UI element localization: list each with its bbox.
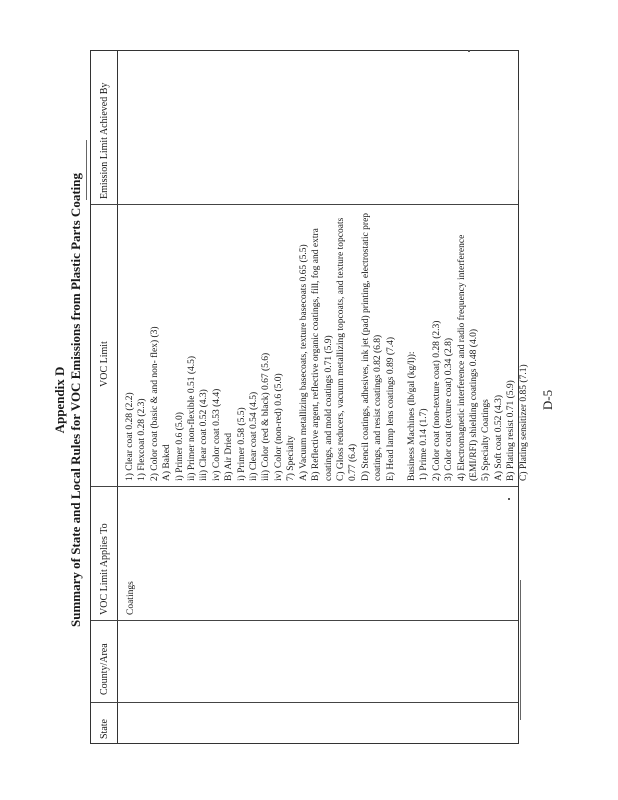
summary-table [90,50,529,744]
voc-limit-line: 4) Electromagnetic interference and radio frequency interference (EMI/RFI) shielding coatings 0.48 (4.0) [456,234,479,481]
voc-limit-line: A) Vacuum metallizing basecoats, texture basecoats 0.65 (5.5) [298,244,309,481]
header-state: State [99,719,110,739]
column-divider [91,620,518,621]
voc-limit-line: iv) Color coat 0.53 (4.4) [211,388,222,481]
voc-limit-line: 1) Clear coat 0.28 (2.2) [125,392,135,481]
voc-limit-line: 5) Specialty Coatings [481,399,492,481]
voc-limit-cell [124,209,530,481]
header-voc-limit-applies-to: VOC Limit Applies To [99,523,110,615]
voc-limit-line: 1) Prime 0.14 (1.7) [419,408,430,481]
header-county-area: County/Area [99,643,110,695]
voc-limit-line: 2) Color coat (basic & and non- flex) (3) [149,326,160,481]
voc-limit-line: ii) Primer non-flexible 0.51 (4.5) [187,355,198,481]
appendix-label: Appendix D [52,366,67,434]
voc-spacer [397,209,406,481]
header-voc-limit: VOC Limit [99,341,110,387]
scan-artifact [508,498,510,500]
voc-limit-line: Business Machines (lb/gal (kg/l)): [406,351,417,481]
column-divider [91,486,518,487]
page-number: D-5 [540,389,555,411]
voc-limit-line: 3) Color coat (texture coat) 0.34 (2.8) [444,338,455,481]
voc-limit-line: E) Head lamp lens coatings 0.89 (7.4) [385,336,396,481]
voc-limit-line: i) Primer 0.6 (5.0) [174,412,185,481]
voc-limit-line: B) Plating resist 0.71 (5.9) [506,380,517,481]
voc-limit-line: A) Baked [162,444,173,481]
header-emission-limit: Emission Limit Achieved By [99,82,110,199]
header-rule [117,51,118,743]
applies-to-cell: Coatings [126,581,136,615]
voc-limit-line: D) Stencil coatings, adhesives, ink jet (pad) printing, electrostatic prep coatings, and resist coatings 0.82 (6.8) [360,212,384,481]
voc-limit-line: 7) Specialty [286,435,297,481]
voc-limit-line: A) Soft coat 0.52 (4.3) [493,394,504,481]
document-title: Summary of State and Local Rules for VOC Emissions from Plastic Parts Coating [68,173,83,628]
voc-limit-line: B) Air Dried [224,432,235,481]
voc-limit-line: B) Reflective argent, reflective organic coatings, fill, fog and extra coatings, and mold coatings 0.71 (5.9) [311,228,334,481]
voc-limit-line: C) Gloss reducers, vacuum metallizing topcoats, and texture topcoats 0.77 (6.4) [335,217,359,481]
scan-artifact [86,140,87,200]
scan-artifact [468,50,470,52]
column-divider [91,204,518,205]
voc-limit-line: iii) Color (red & black) 0.67 (5.6) [261,352,272,481]
voc-limit-line: iii) Clear coat 0.52 (4.3) [199,389,210,481]
voc-limit-line: 2) Color coat (non-texture coat) 0.28 (2.3) [431,320,442,481]
voc-limit-line: 1) Flexcoat 0.28 (2.3) [137,398,148,481]
voc-limit-line: ii) Clear coat 0.54 (4.5) [249,391,260,481]
voc-limit-line: iv) Color (non-red) 0.6 (5.0) [273,373,284,481]
column-divider [91,702,518,703]
voc-limit-line: C) Plating sensitizer 0.85 (7.1) [518,364,529,481]
voc-limit-line: i) Primer 0.58 (5.5) [236,407,247,481]
scan-artifact [520,580,521,720]
scan-artifact [518,110,519,190]
